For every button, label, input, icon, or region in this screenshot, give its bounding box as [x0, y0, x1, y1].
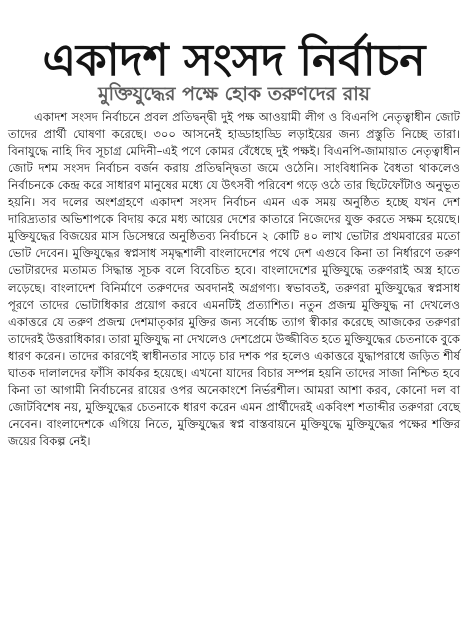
subheadline: মুক্তিযুদ্ধের পক্ষে হোক তরুণদের রায়: [98, 82, 370, 105]
headline: একাদশ সংসদ নির্বাচন: [42, 35, 426, 87]
article-body: একাদশ সংসদ নির্বাচনে প্রবল প্রতিদ্বন্দ্বী দুই পক্ষ আওয়ামী লীগ ও বিএনপি নেতৃত্বাধীন জোট তাদের প্রার্থী ঘোষণা করেছে। ৩০০ আসনেই হাড্ডাহাড্ডি লড়াইয়ের জন্য প্রস্তুতি নিচ্ছে তারা। বিনাযুদ্ধে নাহি দিব সূচাগ্র মেদিনী–এই পণে কোমর বেঁধেছে দুই পক্ষই। বিএনপি-জামায়াত নেতৃত্বাধীন জোট দশম সংসদ নির্বাচন বর্জন করায় প্রতিদ্বন্দ্বিতা জমে ওঠেনি। সাংবিধানিক বৈধতা থাকলেও নির্বাচনকে কেন্দ্র করে সাধারণ মানুষের মধ্যে যে উৎসবী পরিবেশ গড়ে ওঠে তার ছিটেফোঁটাও অনুভূত হয়নি। সব দলের অংশগ্রহণে একাদশ সংসদ নির্বাচন এমন এক সময় অনুষ্ঠিত হচ্ছে যখন দেশ দারিদ্র্যতার অভিশাপকে বিদায় করে মধ্য আয়ের দেশের কাতারে নিজেদের যুক্ত করতে সক্ষম হয়েছে। মুক্তিযুদ্ধের বিজয়ের মাস ডিসেম্বরে অনুষ্ঠিতব্য নির্বাচনে ২ কোটি ৪০ লাখ ভোটার প্রথমবারের মতো ভোট দেবেন। মুক্তিযুদ্ধের স্বপ্নসাধ সমৃদ্ধশালী বাংলাদেশের পথে দেশ এগুবে কিনা তা নির্ধারণে তরুণ ভোটারদের মতামত সিদ্ধান্ত সূচক বলে বিবেচিত হবে। বাংলাদেশের মুক্তিযুদ্ধে তরুণরাই অস্ত্র হাতে লড়েছে। বাংলাদেশ বিনির্মাণে তরুণদের অবদানই অগ্রগণ্য। স্বভাবতই, তরুণরা মুক্তিযুদ্ধের স্বপ্নসাধ পূরণে তাদের ভোটাধিকার প্রয়োগ করবে এমনটিই প্রত্যাশিত। নতুন প্রজন্ম মুক্তিযুদ্ধ না দেখলেও একাত্তরে যে তরুণ প্রজন্ম দেশমাতৃকার মুক্তির জন্য সর্বোচ্চ ত্যাগ স্বীকার করেছে আজকের তরুণরা তাদেরই উত্তরাধিকার। তারা মুক্তিযুদ্ধ না দেখলেও দেশপ্রেমে উজ্জীবিত হতে মুক্তিযুদ্ধের চেতনাকে বুকে ধারণ করেন। তাদের কারণেই স্বাধীনতার সাড়ে চার দশক পর হলেও একাত্তরে যুদ্ধাপরাধে জড়িত শীর্ষ ঘাতক দালালদের ফাঁসি কার্যকর হয়েছে। এখনো যাদের বিচার সম্পন্ন হয়নি তাদের সাজা নিশ্চিত হবে কিনা তা আগামী নির্বাচনের রায়ের ওপর অনেকাংশে নির্ভরশীল। আমরা আশা করব, কোনো দল বা জোটবিশেষ নয়, মুক্তিযুদ্ধের চেতনাকে ধারণ করেন এমন প্রার্থীদেরই একবিংশ শতাব্দীর তরুণরা বেছে নেবেন। বাংলাদেশকে এগিয়ে নিতে, মুক্তিযুদ্ধের স্বপ্ন বাস্তবায়নে মুক্তিযুদ্ধে মুক্তিযুদ্ধের পক্ষের শক্তির জয়ের বিকল্প নেই।: [8, 109, 460, 449]
